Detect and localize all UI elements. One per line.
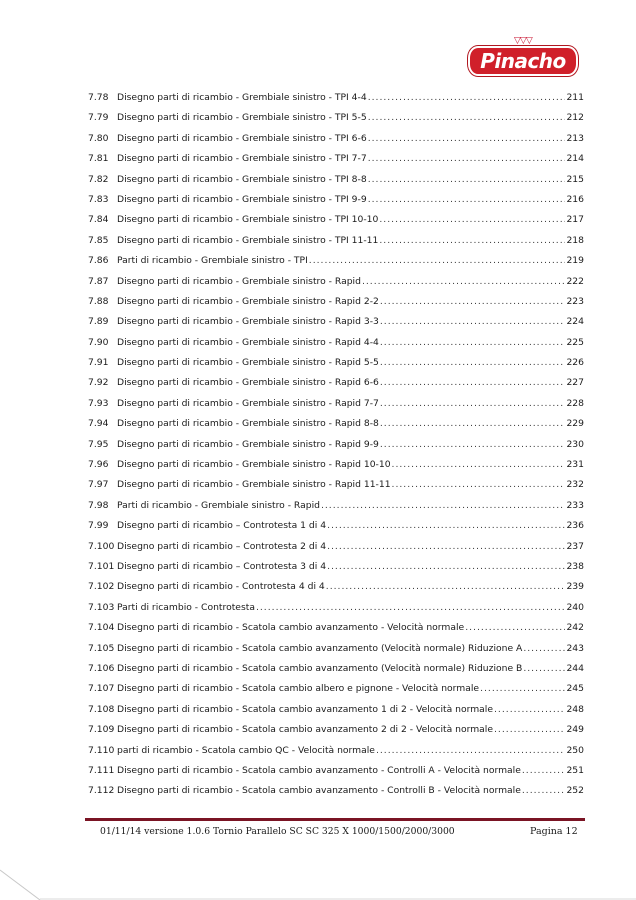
- toc-entry-title: Disegno parti di ricambio - Grembiale sinistro - TPI 9-9: [117, 193, 367, 205]
- toc-entry[interactable]: [88, 292, 584, 312]
- toc-entry-number: 7.109: [88, 724, 115, 736]
- toc-entry-number: 7.87: [88, 275, 109, 287]
- toc-dot-leader: [321, 496, 565, 516]
- toc-entry-page: 224: [566, 316, 584, 328]
- toc-entry-number: 7.96: [88, 459, 109, 471]
- toc-entry-page: 232: [566, 479, 584, 491]
- toc-entry[interactable]: [88, 700, 584, 720]
- toc-entry-number: 7.78: [88, 92, 109, 103]
- toc-entry-page: 252: [566, 785, 584, 797]
- toc-entry-number: 7.88: [88, 295, 109, 307]
- toc-entry[interactable]: [88, 210, 584, 230]
- toc-entry-page: 222: [566, 275, 584, 287]
- toc-entry-number: 7.92: [88, 377, 109, 389]
- table-of-contents: [88, 88, 584, 802]
- toc-entry-title: Disegno parti di ricambio - Grembiale sinistro - Rapid 5-5: [117, 357, 379, 369]
- toc-entry-number: 7.90: [88, 336, 109, 348]
- toc-entry-title: parti di ricambio - Scatola cambio QC - Velocità normale: [117, 744, 375, 756]
- toc-entry-page: 211: [566, 92, 584, 103]
- toc-dot-leader: [326, 577, 566, 597]
- toc-dot-leader: [392, 455, 566, 475]
- toc-entry-page: 231: [566, 459, 584, 471]
- toc-dot-leader: [376, 741, 566, 761]
- toc-entry-title: Disegno parti di ricambio - Scatola cambio avanzamento - Controlli B - Velocità normale: [117, 785, 521, 797]
- toc-dot-leader: [327, 557, 565, 577]
- toc-entry[interactable]: [88, 639, 584, 659]
- toc-entry-title: Disegno parti di ricambio - Scatola cambio avanzamento (Velocità normale) Riduzione B: [117, 662, 523, 674]
- toc-entry-title: Disegno parti di ricambio - Grembiale sinistro - Rapid 8-8: [117, 418, 379, 430]
- toc-entry-title: Disegno parti di ricambio - Grembiale sinistro - Rapid 6-6: [117, 377, 379, 389]
- toc-dot-leader: [368, 170, 566, 190]
- logo-text: Pinacho: [480, 49, 566, 73]
- toc-dot-leader: [256, 598, 565, 618]
- toc-entry-page: 226: [566, 357, 584, 369]
- toc-entry-page: 239: [566, 581, 584, 593]
- toc-dot-leader: [380, 373, 566, 393]
- logo-badge: [468, 46, 578, 76]
- toc-entry-page: 216: [566, 193, 584, 205]
- toc-entry-title: Disegno parti di ricambio - Grembiale sinistro - TPI 5-5: [117, 112, 367, 124]
- toc-dot-leader: [327, 516, 565, 536]
- toc-entry-page: 250: [566, 744, 584, 756]
- toc-entry-number: 7.83: [88, 193, 109, 205]
- toc-entry-number: 7.81: [88, 153, 109, 165]
- toc-entry[interactable]: [88, 516, 584, 536]
- toc-entry-title: Disegno parti di ricambio – Controtesta 2 di 4: [117, 540, 327, 552]
- footer-rule: [85, 818, 585, 821]
- toc-entry[interactable]: [88, 496, 584, 516]
- toc-entry-title: Disegno parti di ricambio - Scatola cambio avanzamento 1 di 2 - Velocità normale: [117, 703, 494, 715]
- toc-dot-leader: [368, 108, 566, 128]
- toc-entry[interactable]: [88, 129, 584, 149]
- toc-entry[interactable]: [88, 557, 584, 577]
- toc-dot-leader: [368, 190, 566, 210]
- toc-dot-leader: [380, 353, 566, 373]
- toc-entry[interactable]: [88, 333, 584, 353]
- toc-entry-title: Disegno parti di ricambio - Grembiale sinistro - Rapid 4-4: [117, 336, 379, 348]
- toc-entry-page: 217: [566, 214, 584, 226]
- toc-entry[interactable]: [88, 761, 584, 781]
- toc-entry-page: 225: [566, 336, 584, 348]
- toc-entry-number: 7.97: [88, 479, 109, 491]
- toc-entry[interactable]: [88, 659, 584, 679]
- toc-entry-number: 7.104: [88, 622, 115, 634]
- toc-entry[interactable]: [88, 251, 584, 271]
- toc-entry-page: 213: [566, 132, 584, 144]
- toc-entry-title: Disegno parti di ricambio - Grembiale sinistro - TPI 8-8: [117, 173, 367, 185]
- toc-entry-title: Parti di ricambio - Grembiale sinistro - Rapid: [117, 499, 320, 511]
- toc-dot-leader: [380, 312, 566, 332]
- toc-entry-title: Disegno parti di ricambio - Grembiale sinistro - Rapid 3-3: [117, 316, 379, 328]
- toc-dot-leader: [380, 394, 566, 414]
- toc-entry-page: 238: [566, 560, 584, 572]
- toc-entry-page: 242: [566, 622, 584, 634]
- toc-entry-title: Disegno parti di ricambio - Scatola cambio albero e pignone - Velocità normale: [117, 683, 480, 695]
- toc-entry-number: 7.86: [88, 255, 109, 267]
- toc-entry-number: 7.106: [88, 662, 115, 674]
- toc-entry[interactable]: [88, 353, 584, 373]
- toc-entry-number: 7.84: [88, 214, 109, 226]
- toc-dot-leader: [465, 618, 565, 638]
- toc-dot-leader: [327, 537, 565, 557]
- toc-entry-number: 7.108: [88, 703, 115, 715]
- toc-entry[interactable]: [88, 149, 584, 169]
- toc-dot-leader: [379, 231, 565, 251]
- toc-entry[interactable]: [88, 190, 584, 210]
- toc-entry[interactable]: [88, 598, 584, 618]
- toc-dot-leader: [494, 720, 565, 740]
- toc-entry-title: Disegno parti di ricambio - Grembiale sinistro - Rapid 11-11: [117, 479, 391, 491]
- toc-entry-page: 248: [566, 703, 584, 715]
- toc-entry-number: 7.100: [88, 540, 115, 552]
- footer-document-info: 01/11/14 versione 1.0.6 Tornio Parallelo SC SC 325 X 1000/1500/2000/3000: [100, 826, 455, 837]
- toc-entry-page: 215: [566, 173, 584, 185]
- toc-dot-leader: [362, 272, 566, 292]
- toc-dot-leader: [368, 129, 566, 149]
- toc-entry-title: Disegno parti di ricambio - Grembiale sinistro - Rapid 10-10: [117, 459, 391, 471]
- toc-entry-number: 7.102: [88, 581, 115, 593]
- toc-entry[interactable]: [88, 720, 584, 740]
- toc-entry-title: Disegno parti di ricambio - Scatola cambio avanzamento - Controlli A - Velocità normale: [117, 764, 521, 776]
- pinacho-logo: [466, 34, 582, 78]
- toc-entry-page: 219: [566, 255, 584, 267]
- toc-entry-title: Disegno parti di ricambio - Grembiale sinistro - TPI 6-6: [117, 132, 367, 144]
- toc-entry-page: 230: [566, 438, 584, 450]
- toc-entry[interactable]: [88, 108, 584, 128]
- toc-entry[interactable]: [88, 537, 584, 557]
- toc-entry[interactable]: [88, 475, 584, 495]
- toc-entry-page: 228: [566, 397, 584, 409]
- toc-entry-number: 7.112: [88, 785, 115, 797]
- toc-dot-leader: [523, 659, 565, 679]
- toc-entry-page: 237: [566, 540, 584, 552]
- toc-entry-number: 7.111: [88, 764, 115, 776]
- toc-entry-title: Disegno parti di ricambio - Grembiale sinistro - TPI 11-11: [117, 234, 379, 246]
- toc-dot-leader: [379, 210, 565, 230]
- toc-entry-page: 249: [566, 724, 584, 736]
- toc-entry-page: 214: [566, 153, 584, 165]
- toc-entry[interactable]: [88, 781, 584, 801]
- toc-entry[interactable]: [88, 231, 584, 251]
- toc-entry-page: 212: [566, 112, 584, 124]
- toc-entry-title: Parti di ricambio - Grembiale sinistro - TPI: [117, 255, 308, 267]
- toc-entry-page: 244: [566, 662, 584, 674]
- toc-entry-title: Disegno parti di ricambio – Controtesta 3 di 4: [117, 560, 327, 572]
- toc-entry-page: 245: [566, 683, 584, 695]
- toc-entry-page: 218: [566, 234, 584, 246]
- logo-mark: ▽▽▽: [514, 36, 532, 46]
- toc-dot-leader: [494, 700, 565, 720]
- toc-dot-leader: [380, 333, 566, 353]
- toc-entry-number: 7.99: [88, 520, 109, 532]
- toc-entry-number: 7.79: [88, 112, 109, 124]
- toc-entry-number: 7.89: [88, 316, 109, 328]
- toc-entry[interactable]: [88, 577, 584, 597]
- toc-entry[interactable]: [88, 618, 584, 638]
- toc-entry-number: 7.91: [88, 357, 109, 369]
- toc-entry-number: 7.82: [88, 173, 109, 185]
- toc-entry[interactable]: [88, 414, 584, 434]
- toc-entry-title: Disegno parti di ricambio - Controtesta 4 di 4: [117, 581, 325, 593]
- toc-dot-leader: [522, 761, 566, 781]
- toc-entry-number: 7.93: [88, 397, 109, 409]
- toc-entry[interactable]: [88, 435, 584, 455]
- toc-entry[interactable]: [88, 394, 584, 414]
- footer-page-number: Pagina 12: [530, 826, 578, 837]
- toc-entry-number: 7.103: [88, 601, 115, 613]
- toc-entry-title: Disegno parti di ricambio - Grembiale sinistro - TPI 10-10: [117, 214, 379, 226]
- toc-entry-number: 7.105: [88, 642, 115, 654]
- toc-dot-leader: [522, 781, 566, 801]
- toc-entry[interactable]: [88, 170, 584, 190]
- toc-dot-leader: [523, 639, 565, 659]
- toc-entry-title: Disegno parti di ricambio - Grembiale sinistro - TPI 7-7: [117, 153, 367, 165]
- toc-entry-page: 243: [566, 642, 584, 654]
- toc-entry[interactable]: [88, 272, 584, 292]
- toc-dot-leader: [480, 679, 565, 699]
- toc-entry-title: Disegno parti di ricambio - Scatola cambio avanzamento 2 di 2 - Velocità normale: [117, 724, 494, 736]
- toc-entry-title: Disegno parti di ricambio - Scatola cambio avanzamento (Velocità normale) Riduzione A: [117, 642, 523, 654]
- toc-entry-title: Disegno parti di ricambio - Grembiale sinistro - Rapid: [117, 275, 361, 287]
- toc-entry-page: 240: [566, 601, 584, 613]
- toc-entry-title: Disegno parti di ricambio - Grembiale sinistro - Rapid 7-7: [117, 397, 379, 409]
- toc-entry-number: 7.110: [88, 744, 115, 756]
- toc-entry-number: 7.95: [88, 438, 109, 450]
- toc-entry-page: 233: [566, 499, 584, 511]
- toc-entry-page: 227: [566, 377, 584, 389]
- toc-entry-title: Parti di ricambio - Controtesta: [117, 601, 255, 613]
- toc-entry[interactable]: [88, 679, 584, 699]
- toc-entry-number: 7.98: [88, 499, 109, 511]
- toc-entry-title: Disegno parti di ricambio - Grembiale sinistro - Rapid 9-9: [117, 438, 379, 450]
- toc-entry-page: 236: [566, 520, 584, 532]
- toc-dot-leader: [380, 292, 566, 312]
- toc-dot-leader: [380, 414, 566, 434]
- toc-entry-number: 7.85: [88, 234, 109, 246]
- toc-entry[interactable]: [88, 741, 584, 761]
- toc-entry[interactable]: [88, 88, 584, 108]
- toc-entry[interactable]: [88, 373, 584, 393]
- toc-entry-number: 7.80: [88, 132, 109, 144]
- toc-dot-leader: [368, 149, 566, 169]
- toc-entry-number: 7.107: [88, 683, 115, 695]
- toc-entry-page: 223: [566, 295, 584, 307]
- toc-entry-page: 229: [566, 418, 584, 430]
- toc-entry-title: Disegno parti di ricambio - Grembiale sinistro - TPI 4-4: [117, 92, 367, 103]
- toc-entry-title: Disegno parti di ricambio - Grembiale sinistro - Rapid 2-2: [117, 295, 379, 307]
- toc-dot-leader: [380, 435, 566, 455]
- toc-entry[interactable]: [88, 455, 584, 475]
- toc-dot-leader: [392, 475, 566, 495]
- toc-entry[interactable]: [88, 312, 584, 332]
- toc-entry-page: 251: [566, 764, 584, 776]
- toc-dot-leader: [368, 88, 566, 108]
- toc-entry-title: Disegno parti di ricambio – Controtesta 1 di 4: [117, 520, 327, 532]
- toc-entry-title: Disegno parti di ricambio - Scatola cambio avanzamento - Velocità normale: [117, 622, 465, 634]
- toc-entry-number: 7.94: [88, 418, 109, 430]
- toc-dot-leader: [309, 251, 566, 271]
- page-corner-shadow: [0, 840, 636, 900]
- toc-entry-number: 7.101: [88, 560, 115, 572]
